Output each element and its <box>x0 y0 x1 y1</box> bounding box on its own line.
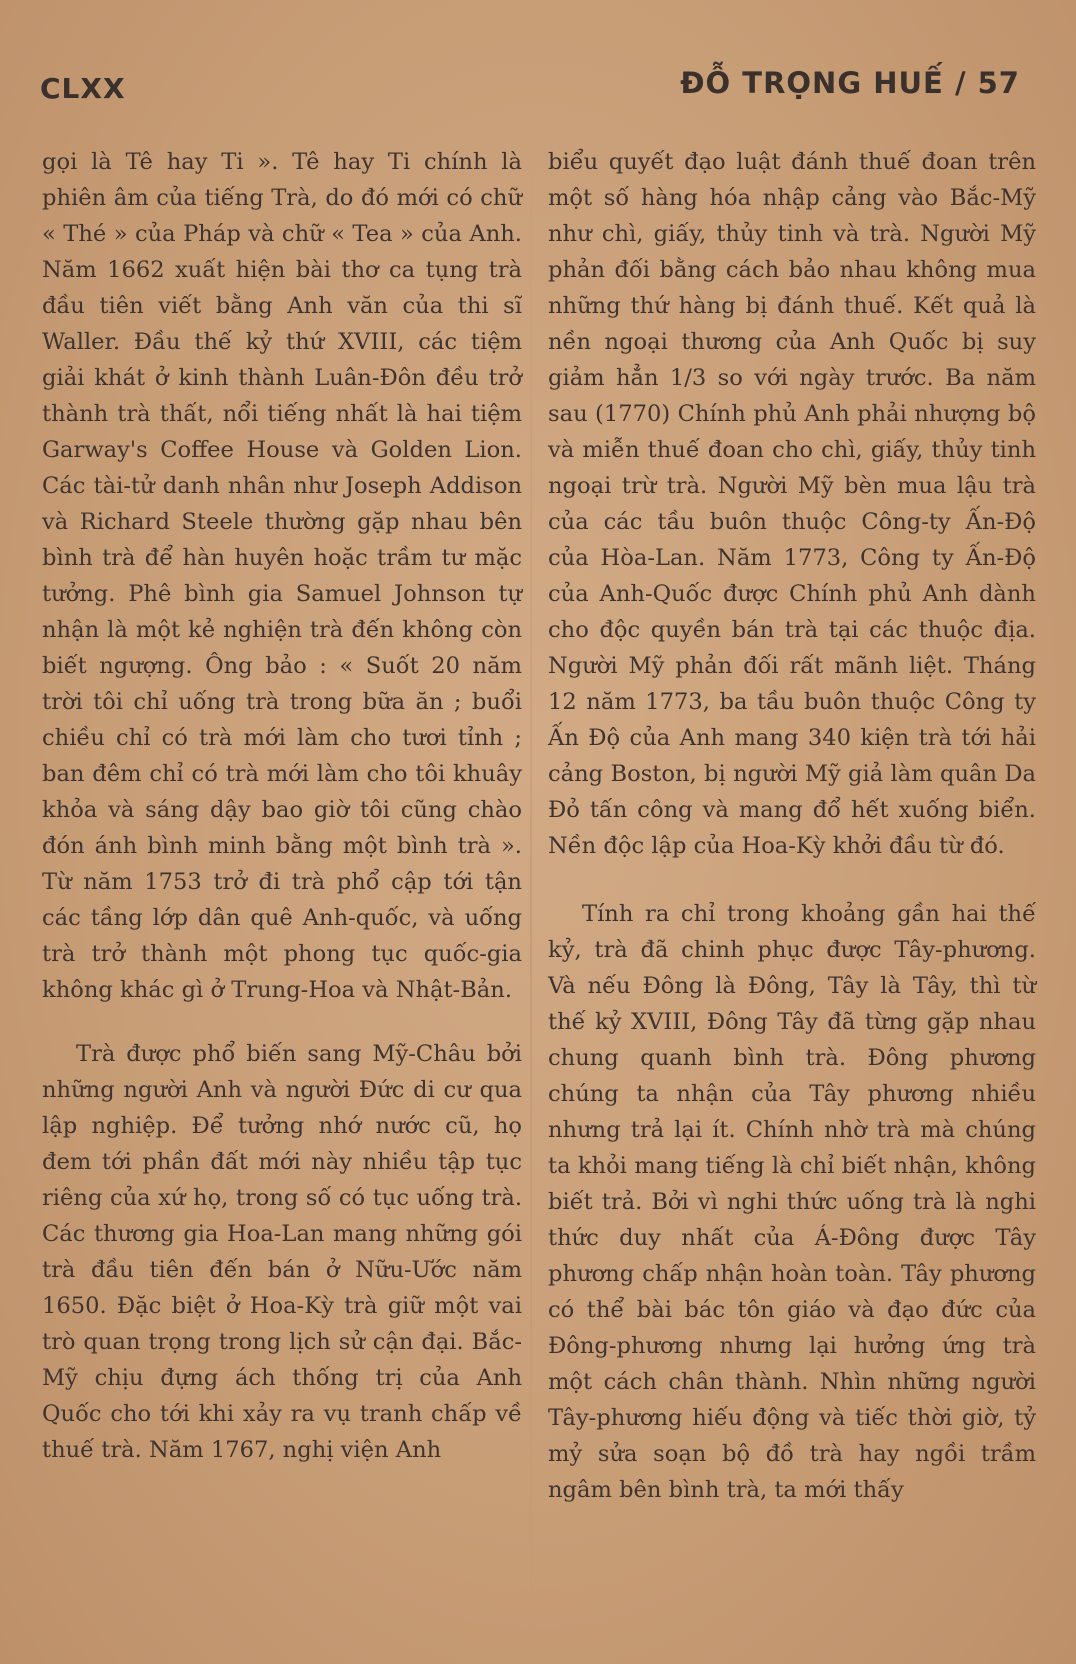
right-column <box>548 144 1036 1508</box>
paragraph: biểu quyết đạo luật đánh thuế đoan trên một số hàng hóa nhập cảng vào Bắc-Mỹ như chì, giấy, thủy tinh và trà. Người Mỹ phản đối bằng cách bảo nhau không mua những thứ hàng bị đánh thuế. Kết quả là nền ngoại thương của Anh Quốc bị suy giảm hẳn 1/3 so với ngày trước. Ba năm sau (1770) Chính phủ Anh phải nhượng bộ và miễn thuế đoan cho chì, giấy, thủy tinh ngoại trừ trà. Người Mỹ bèn mua lậu trà của các tầu buôn thuộc Công-ty Ấn-Độ của Hòa-Lan. Năm 1773, Công ty Ấn-Độ của Anh-Quốc được Chính phủ Anh dành cho độc quyền bán trà tại các thuộc địa. Người Mỹ phản đối rất mãnh liệt. Tháng 12 năm 1773, ba tầu buôn thuộc Công ty Ấn Độ của Anh mang 340 kiện trà tới hải cảng Boston, bị người Mỹ giả làm quân Da Đỏ tấn công và mang đổ hết xuống biển. Nền độc lập của Hoa-Kỳ khởi đầu từ đó. <box>548 149 1036 859</box>
paragraph: gọi là Tê hay Ti ». Tê hay Ti chính là phiên âm của tiếng Trà, do đó mới có chữ « Thé » của Pháp và chữ « Tea » của Anh. Năm 1662 xuất hiện bài thơ ca tụng trà đầu tiên viết bằng Anh văn của thi sĩ Waller. Đầu thế kỷ thứ XVIII, các tiệm giải khát ở kinh thành Luân-Đôn đều trở thành trà thất, nổi tiếng nhất là hai tiệm Garway's Coffee House và Golden Lion. Các tài-tử danh nhân như Joseph Addison và Richard Steele thường gặp nhau bên bình trà để hàn huyên hoặc trầm tư mặc tưởng. Phê bình gia Samuel Johnson tự nhận là một kẻ nghiện trà đến không còn biết ngượng. Ông bảo : « Suốt 20 năm trời tôi chỉ uống trà trong bữa ăn ; buổi chiều chỉ có trà mới làm cho tươi tỉnh ; ban đêm chỉ có trà mới làm cho tôi khuây khỏa và sáng dậy bao giờ tôi cũng chào đón ánh bình minh bằng một bình trà ». Từ năm 1753 trở đi trà phổ cập tới tận các tầng lớp dân quê Anh-quốc, và uống trà trở thành một phong tục quốc-gia không khác gì ở Trung-Hoa và Nhật-Bản. <box>42 149 522 1003</box>
paragraph: Tính ra chỉ trong khoảng gần hai thế kỷ, trà đã chinh phục được Tây-phương. Và nếu Đông là Đông, Tây là Tây, thì từ thế kỷ XVIII, Đông Tây đã từng gặp nhau chung quanh bình trà. Đông phương chúng ta nhận của Tây phương nhiều nhưng trả lại ít. Chính nhờ trà mà chúng ta khỏi mang tiếng là chỉ biết nhận, không biết trả. Bởi vì nghi thức uống trà là nghi thức duy nhất của Á-Đông được Tây phương chấp nhận hoàn toàn. Tây phương có thể bài bác tôn giáo và đạo đức của Đông-phương nhưng lại hưởng ứng trà một cách chân thành. Nhìn những người Tây-phương hiếu động và tiếc thời giờ, tỷ mỷ sửa soạn bộ đồ trà hay ngồi trầm ngâm bên bình trà, ta mới thấy <box>548 901 1036 1503</box>
running-header: ĐỖ TRỌNG HUẾ / 57 <box>680 66 1020 100</box>
page-fold <box>530 130 532 1664</box>
left-column <box>42 144 522 1468</box>
chapter-marker: CLXX <box>40 72 126 105</box>
paragraph: Trà được phổ biến sang Mỹ-Châu bởi những người Anh và người Đức di cư qua lập nghiệp. Để tưởng nhớ nước cũ, họ đem tới phần đất mới này nhiều tập tục riêng của xứ họ, trong số có tục uống trà. Các thương gia Hoa-Lan mang những gói trà đầu tiên đến bán ở Nữu-Ước năm 1650. Đặc biệt ở Hoa-Kỳ trà giữ một vai trò quan trọng trong lịch sử cận đại. Bắc-Mỹ chịu đựng ách thống trị của Anh Quốc cho tới khi xảy ra vụ tranh chấp về thuế trà. Năm 1767, nghị viện Anh <box>42 1041 522 1463</box>
